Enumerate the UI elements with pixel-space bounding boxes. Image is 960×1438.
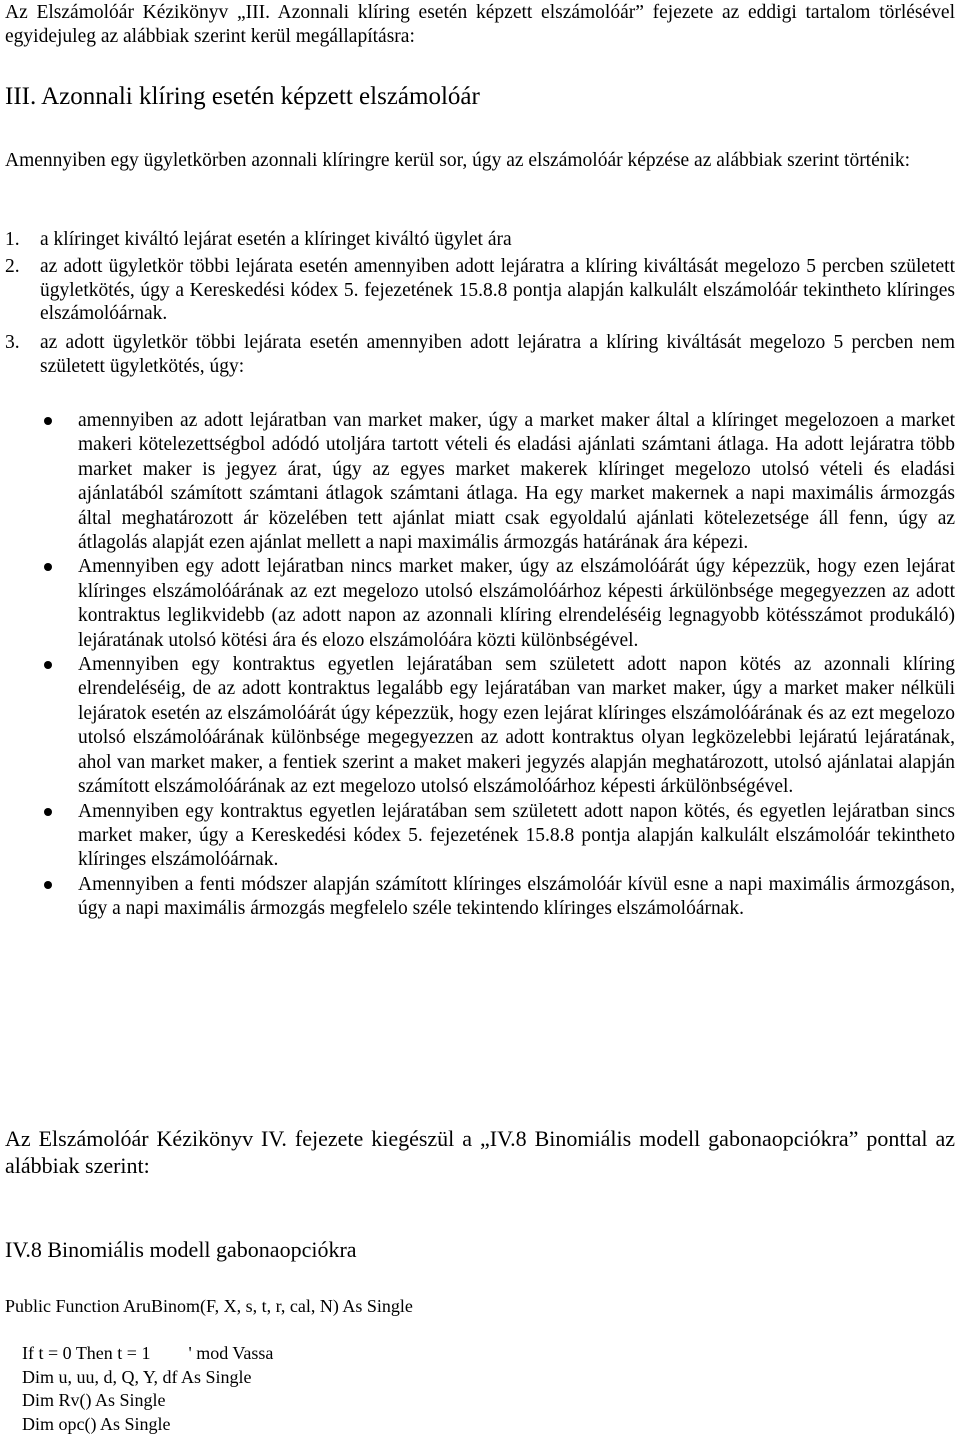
code-line: Dim u, uu, d, Q, Y, df As Single xyxy=(22,1366,252,1387)
bullet-icon xyxy=(44,563,52,571)
item-number: 1. xyxy=(5,229,20,250)
function-signature: Public Function AruBinom(F, X, s, t, r, cal, N) As Single xyxy=(5,1296,413,1316)
list-item xyxy=(5,555,955,653)
item-text: az adott ügyletkör többi lejárata esetén amennyiben adott lejáratra a klíring kiváltását megelozo 5 percben született ügyletkötés, úgy a Kereskedési kódex 5. fejezetének 15.8.8 pontja alapján kalkulált elszámolóár tekintheto klíringes elszámolóárnak. xyxy=(40,256,955,325)
numbered-item xyxy=(5,255,955,326)
code-line: Dim Rv() As Single xyxy=(22,1390,166,1411)
bullet-text: Amennyiben a fenti módszer alapján számított klíringes elszámolóár kívül esne a napi maximális ármozgáson, úgy a napi maximális ármozgás megfelelo széle tekintendo klíringes elszámolóárnak. xyxy=(78,873,955,920)
bullet-text: amennyiben az adott lejáratban van market maker, úgy a market maker által a klíringet megelozoen a market makeri kötelezettségbol adódó utoljára tartott vételi és eladási ajánlati számtani átlaga. Ha adott lejáratra több market maker is jegyez árat, úgy az egyes market makerek klíringet megelozo utolsó vételi és eladási ajánlatából számított számtani átlagok számtani átlaga. Ha egy market makernek a napi maximális ármozgás által meghatározott ár közelében tett ajánlat miatt csak egyoldalú ajánlati kötelezetsége áll fenn, úgy az átlagolás alapját ezen ajánlat mellett a napi maximális ármozgás határának ára képezi. xyxy=(78,410,955,554)
lead-paragraph: Amennyiben egy ügyletkörben azonnali klíringre kerül sor, úgy az elszámolóár képzése az alábbiak szerint történik: xyxy=(5,150,911,171)
bullet-list xyxy=(5,409,955,922)
item-number: 3. xyxy=(5,332,20,353)
list-item xyxy=(5,409,955,555)
list-item xyxy=(5,653,955,799)
section-title: III. Azonnali klíring esetén képzett elszámolóár xyxy=(5,83,480,110)
item-text: a klíringet kiváltó lejárat esetén a klíringet kiváltó ügylet ára xyxy=(40,229,512,250)
numbered-item xyxy=(5,331,955,378)
numbered-item xyxy=(5,228,955,252)
section2-title: IV.8 Binomiális modell gabonaopciókra xyxy=(5,1237,357,1262)
list-item xyxy=(5,873,955,922)
code-line: Dim opc() As Single xyxy=(22,1413,171,1434)
bullet-text: Amennyiben egy adott lejáratban nincs market maker, úgy az elszámolóárát úgy képezzük, hogy ezen lejárat klíringes elszámolóárának az ezt megelozo utolsó elszámolóárhoz képesti árkülönbsége megegyezzen az adott kontraktus leglikvidebb (az adott napon az azonnali klíring elrendeléséig legnagyobb kötésszámot produkáló) lejáratának utolsó kötési ára és elozo elszámolóára közti különbségével. xyxy=(78,556,955,651)
code-comment: ' mod Vassa xyxy=(188,1343,274,1363)
intro-paragraph: Az Elszámolóár Kézikönyv „III. Azonnali klíring esetén képzett elszámolóár” fejezete az eddigi tartalom törlésével egyidejuleg az alábbiak szerint kerül megállapításra: xyxy=(5,2,955,47)
bullet-text: Amennyiben egy kontraktus egyetlen lejáratában sem született adott napon kötés az azonnali klíring elrendeléséig, de az adott kontraktus legalább egy lejáratában van market maker, úgy a market maker nélküli lejáratok esetén az elszámolóárát úgy képezzük, hogy ezen lejárat klíringes elszámolóárának és az ezt megelozo utolsó elszámolóárának különbsége megegyezzen az adott kontraktus olyan legközelebbi lejáratú lejáratának, ahol van market maker, a fentiek szerint a maket makeri jegyzés alapján meghatározott, utolsó ajánlatai alapján számított elszámolóárának az ezt megelozo utolsó elszámolóárhoz képesti árkülönbségével. xyxy=(78,654,955,798)
code-statement: If t = 0 Then t = 1 xyxy=(22,1343,151,1363)
code-line xyxy=(22,1342,273,1366)
item-text: az adott ügyletkör többi lejárata esetén amennyiben adott lejáratra a klíring kiváltását megelozo 5 percben nem született ügyletkötés, úgy: xyxy=(40,332,955,377)
list-item xyxy=(5,800,955,873)
bullet-text: Amennyiben egy kontraktus egyetlen lejáratában sem született adott napon kötés, és egyetlen lejáratban sincs market maker, úgy a Kereskedési kódex 5. fejezetének 15.8.8 pontja alapján kalkulált elszámolóár tekintheto klíringes elszámolóárnak. xyxy=(78,800,955,871)
bullet-icon xyxy=(44,881,52,889)
bullet-icon xyxy=(44,808,52,816)
bullet-icon xyxy=(44,661,52,669)
item-number: 2. xyxy=(5,256,20,277)
bullet-icon xyxy=(44,417,52,425)
code-block xyxy=(22,1342,273,1436)
appendix-paragraph: Az Elszámolóár Kézikönyv IV. fejezete kiegészül a „IV.8 Binomiális modell gabonaopciókra” ponttal az alábbiak szerint: xyxy=(5,1126,955,1178)
